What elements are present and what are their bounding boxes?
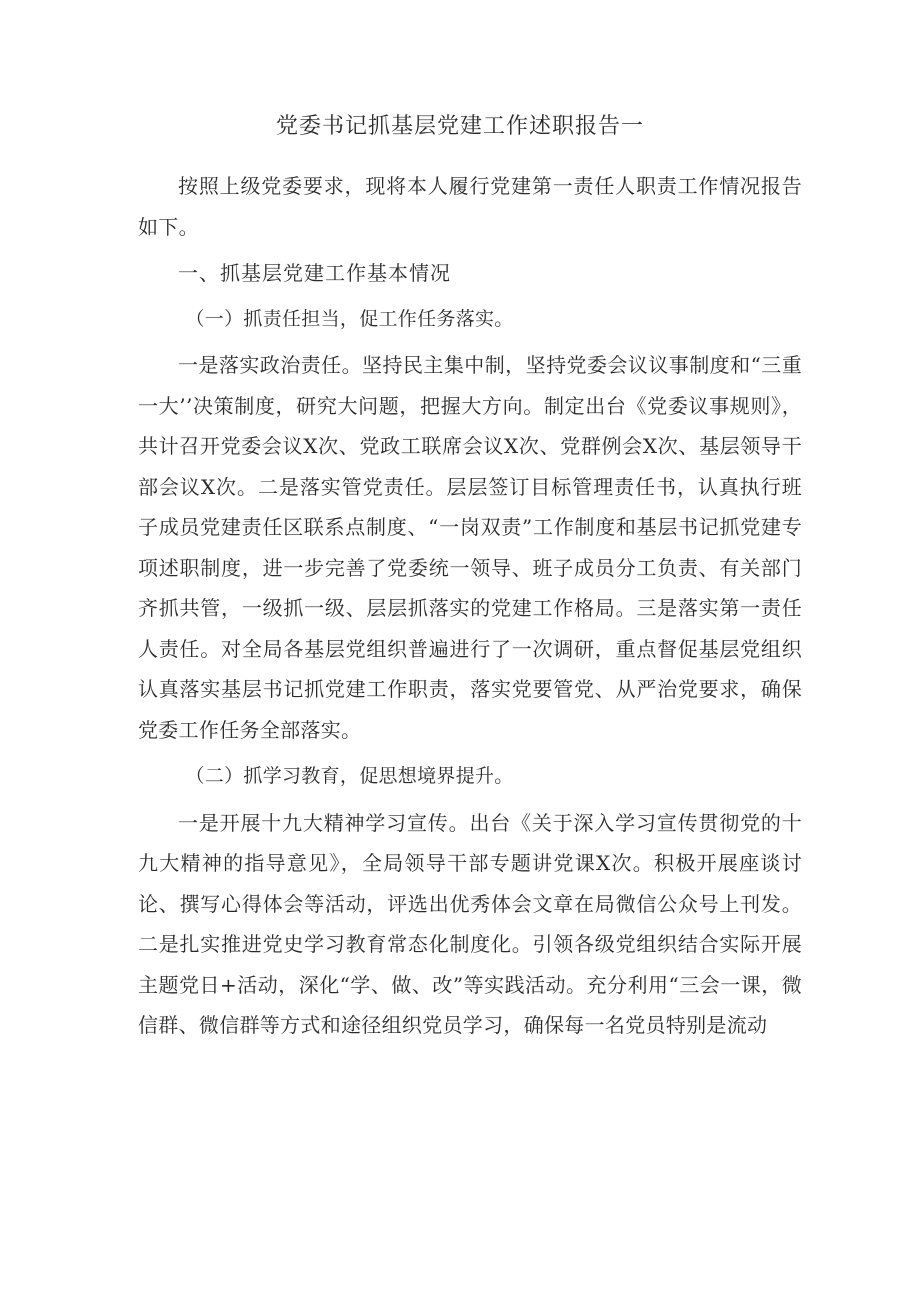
section-heading-1: 一、抓基层党建工作基本情况 bbox=[178, 261, 451, 285]
document-title: 党委书记抓基层党建工作述职报告一 bbox=[275, 114, 644, 139]
subsection-heading-2: （二）抓学习教育，促思想境界提升。 bbox=[185, 765, 514, 787]
subsection-heading-1: （一）抓责任担当，促工作任务落实。 bbox=[185, 307, 514, 330]
subsection-1-paragraph: 一是落实政治责任。坚持民主集中制，坚持党委会议议事制度和“三重一大’’决策制度，研究大问题，把握大方向。制定出台《党委议事规则》，共计召开党委会议X次、党政工联席会议X次、党群例会X次、基层领导干部会议X次。二是落实管党责任。层层签订目标管理责任书，认真执行班子成员党建责任区联系点制度、“一岗双责”工作制度和基层书记抓党建专项述职制度，进一步完善了党委统一领导、班子成员分工负责、有关部门齐抓共管，一级抓一级、层层抓落实的党建工作格局。三是落实第一责任人责任。对全局各基层党组织普遍进行了一次调研，重点督促基层党组织认真落实基层书记抓党建工作职责，落实党要管党、从严治党要求，确保党委工作任务全部落实。 bbox=[138, 353, 802, 742]
subsection-2-paragraph: 一是开展十九大精神学习宣传。出台《关于深入学习宣传贯彻党的十九大精神的指导意见》，全局领导干部专题讲党课X次。积极开展座谈讨论、撰写心得体会等活动，评选出优秀体会文章在局微信公众号上刊发。二是扎实推进党史学习教育常态化制度化。引领各级党组织结合实际开展主题党日+活动，深化“学、做、改”等实践活动。充分利用“三会一课，微信群、微信群等方式和途径组织党员学习，确保每一名党员特别是流动 bbox=[138, 810, 802, 1037]
document-body bbox=[138, 166, 802, 1052]
intro-paragraph: 按照上级党委要求，现将本人履行党建第一责任人职责工作情况报告如下。 bbox=[138, 174, 802, 239]
